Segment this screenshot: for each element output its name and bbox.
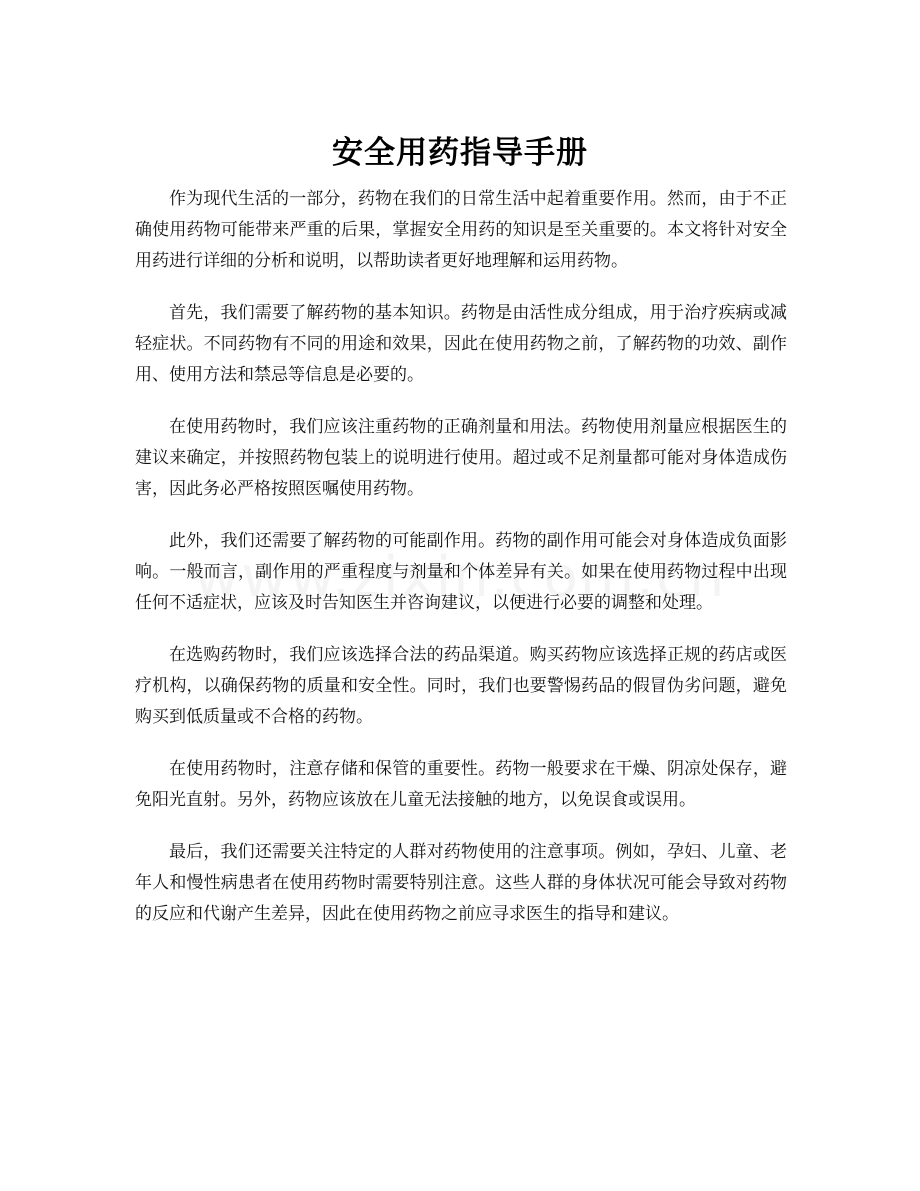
paragraph-side-effects: 此外，我们还需要了解药物的可能副作用。药物的副作用可能会对身体造成负面影响。一般而言，副作用的严重程度与剂量和个体差异有关。如果在使用药物过程中出现任何不适症状，应该及时告知医生并咨询建议，以便进行必要的调整和处理。: [135, 531, 787, 613]
paragraph-dosage: 在使用药物时，我们应该注重药物的正确剂量和用法。药物使用剂量应根据医生的建议来确定，并按照药物包装上的说明进行使用。超过或不足剂量都可能对身体造成伤害，因此务必严格按照医嘱使用药物。: [135, 417, 787, 499]
paragraph-storage: 在使用药物时，注意存储和保管的重要性。药物一般要求在干燥、阴凉处保存，避免阳光直射。另外，药物应该放在儿童无法接触的地方，以免误食或误用。: [135, 759, 787, 810]
document-body: [135, 184, 787, 951]
paragraph-special-groups: 最后，我们还需要关注特定的人群对药物使用的注意事项。例如，孕妇、儿童、老年人和慢性病患者在使用药物时需要特别注意。这些人群的身体状况可能会导致对药物的反应和代谢产生差异，因此在使用药物之前应寻求医生的指导和建议。: [135, 842, 787, 924]
paragraph-purchase: 在选购药物时，我们应该选择合法的药品渠道。购买药物应该选择正规的药店或医疗机构，以确保药物的质量和安全性。同时，我们也要警惕药品的假冒伪劣问题，避免购买到低质量或不合格的药物。: [135, 645, 787, 727]
paragraph-intro: 作为现代生活的一部分，药物在我们的日常生活中起着重要作用。然而，由于不正确使用药物可能带来严重的后果，掌握安全用药的知识是至关重要的。本文将针对安全用药进行详细的分析和说明，以帮助读者更好地理解和运用药物。: [135, 189, 787, 271]
page-title: 安全用药指导手册: [332, 134, 588, 171]
paragraph-basic-knowledge: 首先，我们需要了解药物的基本知识。药物是由活性成分组成，用于治疗疾病或减轻症状。不同药物有不同的用途和效果，因此在使用药物之前，了解药物的功效、副作用、使用方法和禁忌等信息是必要的。: [135, 303, 787, 385]
